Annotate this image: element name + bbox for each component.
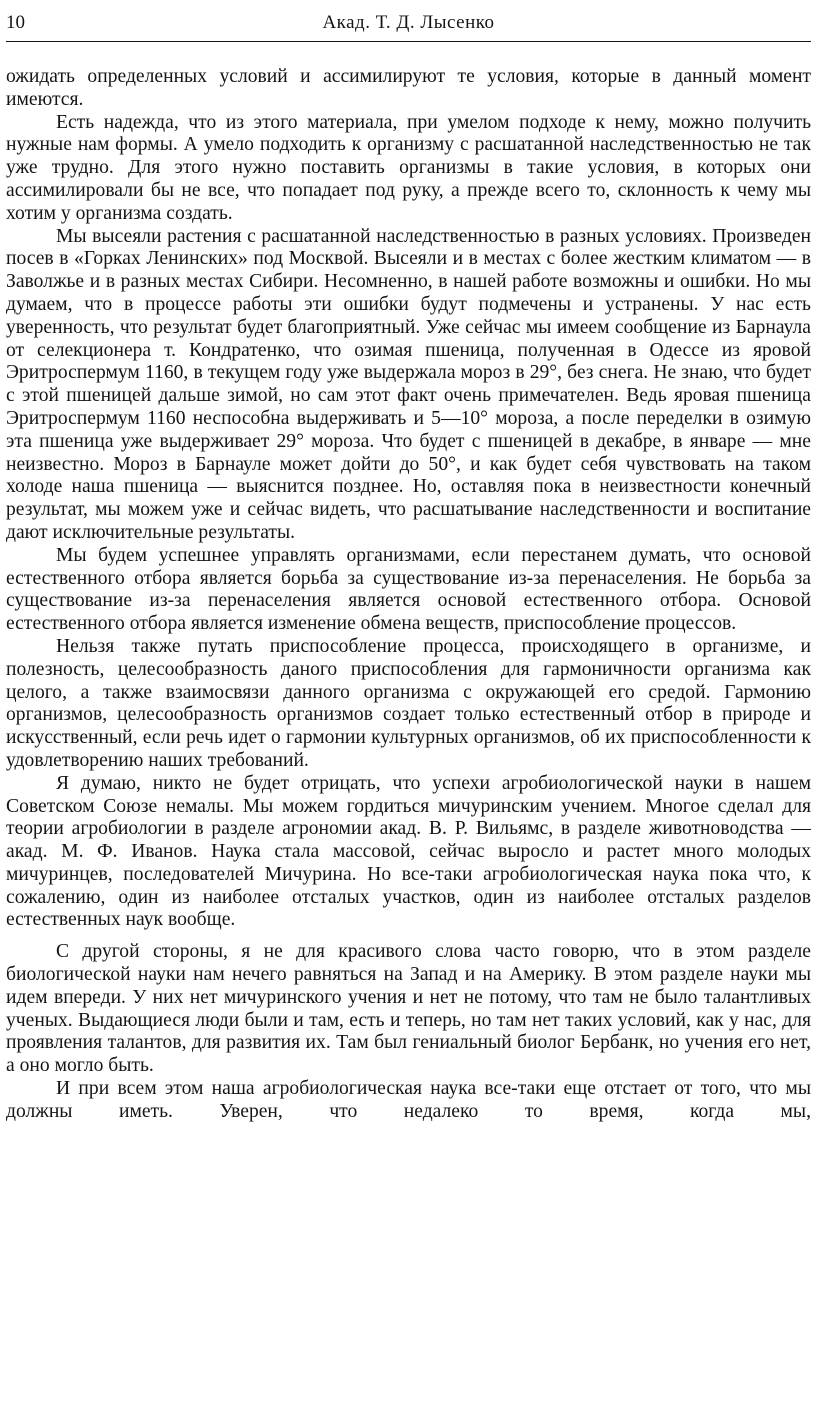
paragraph: Мы высеяли растения с расшатанной наследственностью в разных условиях. Произведен посев в «Горках Ленинских» под Москвой. Высеяли и в местах с более жестким климатом — в Заволжье и в разных местах Сибири. Несомненно, в нашей работе возможны и ошибки. Но мы думаем, что в процессе работы эти ошибки будут подмечены и устранены. У нас есть уверенность, что результат будет благоприятный. Уже сейчас мы имеем сообщение из Барнаула от селекционера т. Кондратенко, что озимая пшеница, полученная в Одессе из яровой Эритроспермум 1160, в текущем году уже выдержала мороз в 29°, без снега. Не знаю, что будет с этой пшеницей дальше зимой, но сам этот факт очень примечателен. Ведь яровая пшеница Эритроспермум 1160 неспособна выдерживать и 5—10° мороза, а после переделки в озимую эта пшеница уже выдерживает 29° мороза. Что будет с пшеницей в декабре, в январе — мне неизвестно. Мороз в Барнауле может дойти до 50°, и как будет себя чувствовать на таком холоде наша пшеница — выяснится позднее. Но, оставляя пока в неизвестности конечный результат, мы можем уже и сейчас видеть, что расшатывание наследственности и воспитание дают исключительные результаты. [6,225,811,543]
paragraph: Мы будем успешнее управлять организмами, если перестанем думать, что основой естественного отбора является борьба за существование из-за перенаселения. Не борьба за существование из-за перенаселения является основой естественного отбора. Основой естественного отбора является изменение обмена веществ, приспособление процессов. [6,544,811,635]
body-text [6,66,811,1124]
paragraph-continued: ожидать определенных условий и ассимилируют те условия, которые в данный момент имеются. [6,66,811,110]
paragraph: Я думаю, никто не будет отрицать, что успехи агробиологической науки в нашем Советском Союзе немалы. Мы можем гордиться мичуринским учением. Многое сделал для теории агробиологии в разделе агрономии акад. В. Р. Вильямс, в разделе животноводства — акад. М. Ф. Иванов. Наука стала массовой, сейчас выросло и растет много молодых мичуринцев, последователей Мичурина. Но все-таки агробиологическая наука пока что, к сожалению, один из наиболее отсталых участков, один из наиболее отсталых разделов естественных наук вообще. [6,772,811,931]
document-page [6,0,811,1408]
header-rule [6,41,811,42]
page-header [6,8,811,38]
paragraph-last: И при всем этом наша агробиологическая наука все-таки еще отстает от того, что мы должны иметь. Уверен, что недалеко то время, когда мы, [6,1078,811,1122]
paragraph: Нельзя также путать приспособление процесса, происходящего в организме, и полезность, целесообразность даного приспособления для гармоничности организма как целого, а также взаимосвязи данного организма с окружающей его средой. Гармонию организмов, целесообразность организмов создает только естественный отбор в природе и искусственный, если речь идет о гармонии культурных организмов, об их приспособленности к удовлетворению наших требований. [6,635,811,771]
page-number: 10 [6,12,25,33]
paragraph: Есть надежда, что из этого материала, при умелом подходе к нему, можно получить нужные нам формы. А умело подходить к организму с расшатанной наследственностью не так уже трудно. Для этого нужно поставить организмы в такие условия, в которых они ассимилировали бы не все, что попадает под руку, а прежде всего то, склонность к чему мы хотим у организма создать. [6,111,811,224]
paragraph: С другой стороны, я не для красивого слова часто говорю, что в этом разделе биологической науки нам нечего равняться на Запад и на Америку. В этом разделе науки мы идем впереди. У них нет мичуринского учения и нет не потому, что там не было талантливых ученых. Выдающиеся люди были и там, есть и теперь, но там нет таких условий, как у нас, для проявления талантов, для развития их. Там был гениальный биолог Бербанк, но учения его нет, а оно могло быть. [6,941,811,1077]
running-head: Акад. Т. Д. Лысенко [322,12,495,33]
